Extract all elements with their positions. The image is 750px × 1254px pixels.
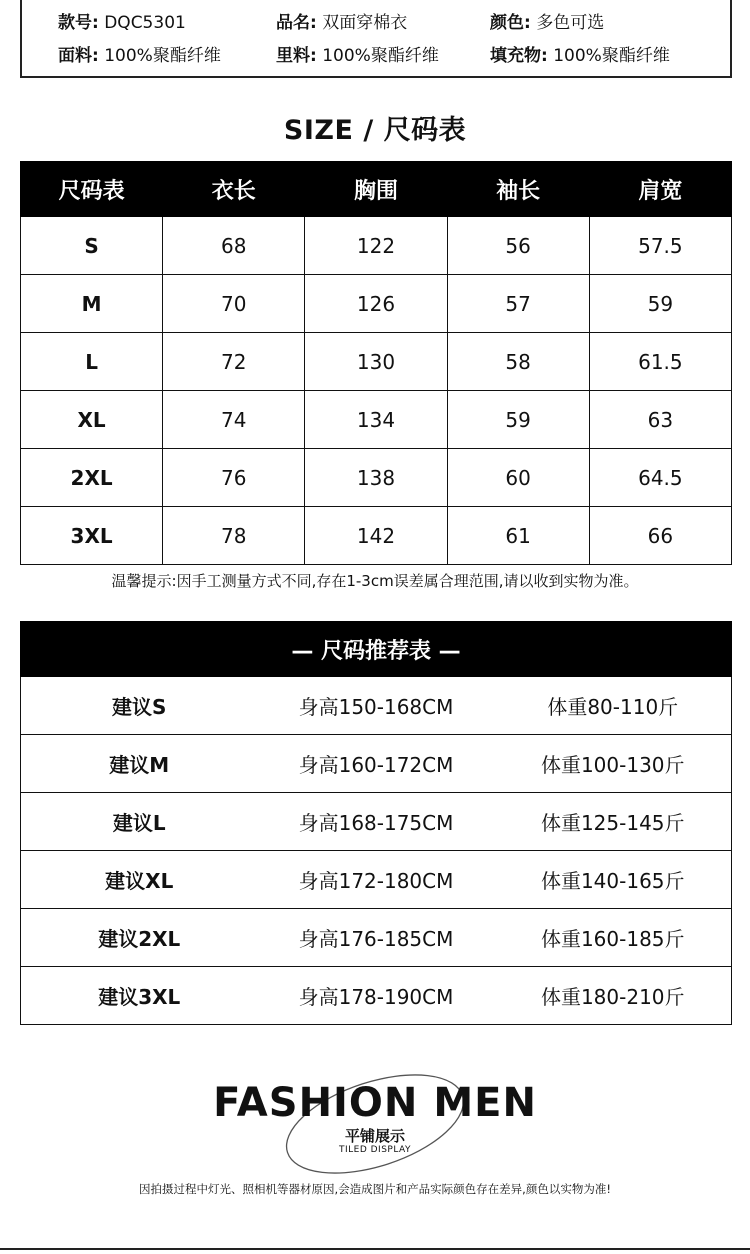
product-color: 颜色: 多色可选	[490, 13, 605, 33]
measurement-cell: 138	[305, 449, 447, 507]
color-disclaimer: 因拍摄过程中灯光、照相机等器材原因,会造成图片和产品实际颜色存在差异,颜色以实物为准!	[139, 1182, 611, 1196]
product-name: 品名: 双面穿棉衣	[276, 13, 408, 33]
weight-range: 体重160-185斤	[495, 909, 732, 967]
header-cell: 衣长	[163, 162, 305, 217]
measurement-cell: 126	[305, 275, 447, 333]
weight-range: 体重180-210斤	[495, 967, 732, 1025]
tiled-display-en: TILED DISPLAY	[338, 1145, 412, 1155]
size-label: XL	[21, 391, 163, 449]
measurement-cell: 66	[589, 507, 731, 565]
recommended-size: 建议2XL	[21, 909, 258, 967]
size-section-title: SIZE / 尺码表	[283, 115, 467, 146]
measurement-cell: 61.5	[589, 333, 731, 391]
measurement-cell: 59	[589, 275, 731, 333]
recommended-size: 建议L	[21, 793, 258, 851]
size-label: M	[21, 275, 163, 333]
measurement-cell: 61	[447, 507, 589, 565]
recommended-size: 建议M	[21, 735, 258, 793]
measurement-cell: 70	[163, 275, 305, 333]
recommended-size: 建议S	[21, 677, 258, 735]
height-range: 身高178-190CM	[258, 967, 495, 1025]
measurement-cell: 130	[305, 333, 447, 391]
height-range: 身高176-185CM	[258, 909, 495, 967]
style-number: 款号: DQC5301	[58, 13, 186, 33]
measurement-cell: 142	[305, 507, 447, 565]
height-range: 身高172-180CM	[258, 851, 495, 909]
size-label: 3XL	[21, 507, 163, 565]
recommendation-title: — 尺码推荐表 —	[21, 622, 732, 677]
measurement-cell: 76	[163, 449, 305, 507]
weight-range: 体重140-165斤	[495, 851, 732, 909]
height-range: 身高160-172CM	[258, 735, 495, 793]
measurement-cell: 68	[163, 217, 305, 275]
header-cell: 胸围	[305, 162, 447, 217]
measurement-cell: 57	[447, 275, 589, 333]
measurement-cell: 72	[163, 333, 305, 391]
height-range: 身高168-175CM	[258, 793, 495, 851]
tiled-display-cn: 平铺展示	[344, 1127, 405, 1145]
measurement-cell: 56	[447, 217, 589, 275]
weight-range: 体重100-130斤	[495, 735, 732, 793]
fashion-heading: FASHION MEN	[213, 1080, 537, 1126]
lining: 里料: 100%聚酯纤维	[276, 46, 439, 66]
size-label: 2XL	[21, 449, 163, 507]
recommended-size: 建议3XL	[21, 967, 258, 1025]
measurement-tip: 温馨提示:因手工测量方式不同,存在1-3cm误差属合理范围,请以收到实物为准。	[111, 572, 639, 590]
fabric: 面料: 100%聚酯纤维	[58, 46, 221, 66]
measurement-cell: 134	[305, 391, 447, 449]
measurement-cell: 60	[447, 449, 589, 507]
measurement-cell: 122	[305, 217, 447, 275]
measurement-cell: 78	[163, 507, 305, 565]
weight-range: 体重125-145斤	[495, 793, 732, 851]
measurement-cell: 74	[163, 391, 305, 449]
size-label: L	[21, 333, 163, 391]
measurement-cell: 63	[589, 391, 731, 449]
bottom-divider	[0, 1248, 750, 1250]
header-cell: 袖长	[447, 162, 589, 217]
header-cell: 肩宽	[589, 162, 731, 217]
measurement-cell: 57.5	[589, 217, 731, 275]
measurement-cell: 59	[447, 391, 589, 449]
filling: 填充物: 100%聚酯纤维	[490, 46, 670, 66]
weight-range: 体重80-110斤	[495, 677, 732, 735]
height-range: 身高150-168CM	[258, 677, 495, 735]
header-cell: 尺码表	[21, 162, 163, 217]
measurement-cell: 64.5	[589, 449, 731, 507]
size-label: S	[21, 217, 163, 275]
measurement-cell: 58	[447, 333, 589, 391]
recommended-size: 建议XL	[21, 851, 258, 909]
